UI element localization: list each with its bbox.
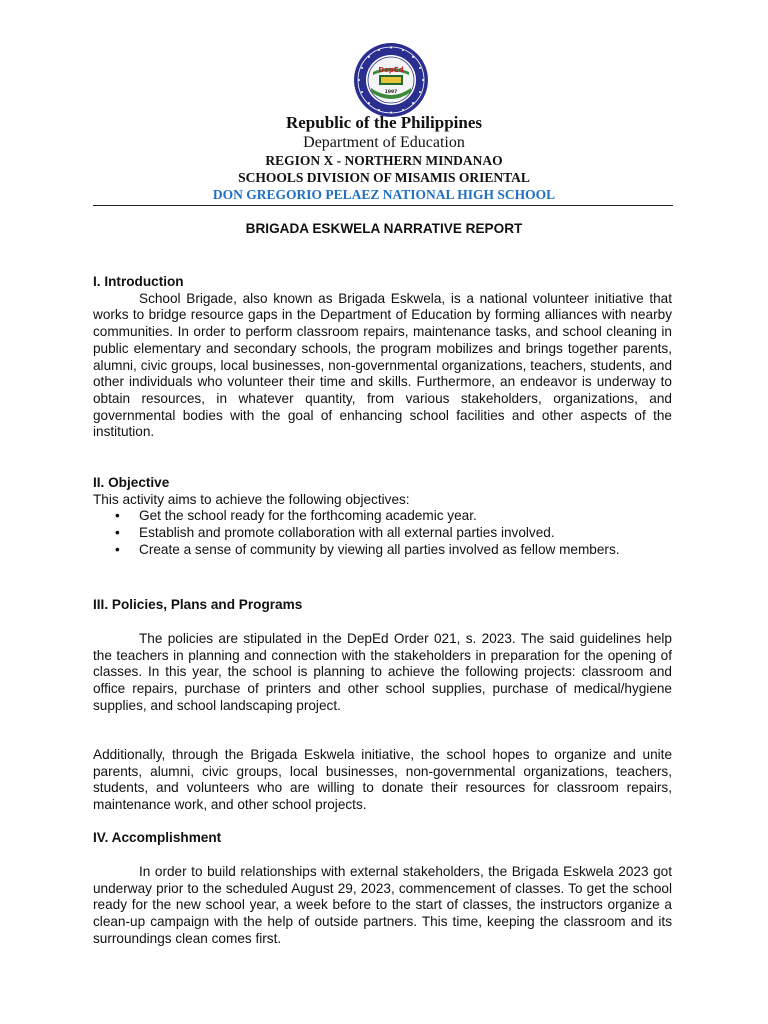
introduction-paragraph: School Brigade, also known as Brigada Eskwela, is a national volunteer initiative that works to bridge resource gaps in the Department of Education by forming alliances with nearby communities. In order to perform classroom repairs, maintenance tasks, and school cleaning in public elementary and secondary schools, the program mobilizes and brings together parents, alumni, civic groups, local businesses, non-governmental organizations, teachers, students, and other individuals who volunteer their time and skills. Furthermore, an endeavor is underway to obtain resources, in whatever quantity, from various stakeholders, organizations, and governmental bodies with the goal of enhancing school facilities and other aspects of the institution. <box>93 290 672 440</box>
seal-year-text: 1997 <box>384 90 398 95</box>
letterhead-republic: Republic of the Philippines <box>285 113 482 132</box>
policies-paragraph-1-block <box>93 631 672 715</box>
list-item <box>93 525 672 542</box>
objective-list <box>93 508 672 558</box>
policies-paragraph-1: The policies are stipulated in the DepEd Order 021, s. 2023. The said guidelines help the teachers in planning and connection with the stakeholders in preparation for the opening of classes. In this year, the school is planning to achieve the following projects: classroom and office repairs, purchase of printers and other school supplies, purchase of medical/hygiene supplies, and school landscaping project. <box>93 631 672 713</box>
objective-item-text: Establish and promote collaboration with all external parties involved. <box>139 525 555 541</box>
objective-lead: This activity aims to achieve the following objectives: <box>93 491 410 507</box>
letterhead-region: REGION X - NORTHERN MINDANAO <box>265 153 503 168</box>
header-divider <box>93 205 673 206</box>
policies-paragraph-2: Additionally, through the Brigada Eskwela initiative, the school hopes to organize and unite parents, alumni, civic groups, local businesses, non-governmental organizations, teachers, students, and volunteers who are willing to donate their resources for classroom repairs, maintenance work, and other school projects. <box>93 747 672 813</box>
accomplishment-paragraph: In order to build relationships with external stakeholders, the Brigada Eskwela 2023 got underway prior to the scheduled August 29, 2023, commencement of classes. To get the school ready for the new school year, a week before to the start of classes, the instructors organize a clean-up campaign with the help of outside partners. This time, keeping the classroom and its surroundings clean comes first. <box>93 864 672 946</box>
letterhead-department: Department of Education <box>303 134 465 151</box>
objective-item-text: Create a sense of community by viewing all parties involved as fellow members. <box>139 541 620 557</box>
section-objective <box>93 475 672 559</box>
report-title: BRIGADA ESKWELA NARRATIVE REPORT <box>245 221 523 236</box>
introduction-heading: I. Introduction <box>93 274 184 289</box>
objective-heading: II. Objective <box>93 475 170 490</box>
section-policies <box>93 597 672 614</box>
list-item <box>93 508 672 525</box>
school-seal-logo <box>353 42 429 118</box>
section-accomplishment <box>93 830 672 847</box>
letterhead-school-name: DON GREGORIO PELAEZ NATIONAL HIGH SCHOOL <box>212 187 556 202</box>
accomplishment-paragraph-block <box>93 864 672 948</box>
objective-item-text: Get the school ready for the forthcoming academic year. <box>139 508 477 524</box>
policies-heading: III. Policies, Plans and Programs <box>93 597 303 612</box>
letterhead-division: SCHOOLS DIVISION OF MISAMIS ORIENTAL <box>238 170 530 185</box>
policies-paragraph-2-block <box>93 747 672 814</box>
seal-deped-text: DepEd <box>378 66 404 74</box>
section-introduction <box>93 274 672 441</box>
list-item <box>93 542 672 559</box>
bullet-icon: • <box>115 508 120 524</box>
accomplishment-heading: IV. Accomplishment <box>93 830 222 845</box>
bullet-icon: • <box>115 525 120 541</box>
bullet-icon: • <box>115 541 120 557</box>
